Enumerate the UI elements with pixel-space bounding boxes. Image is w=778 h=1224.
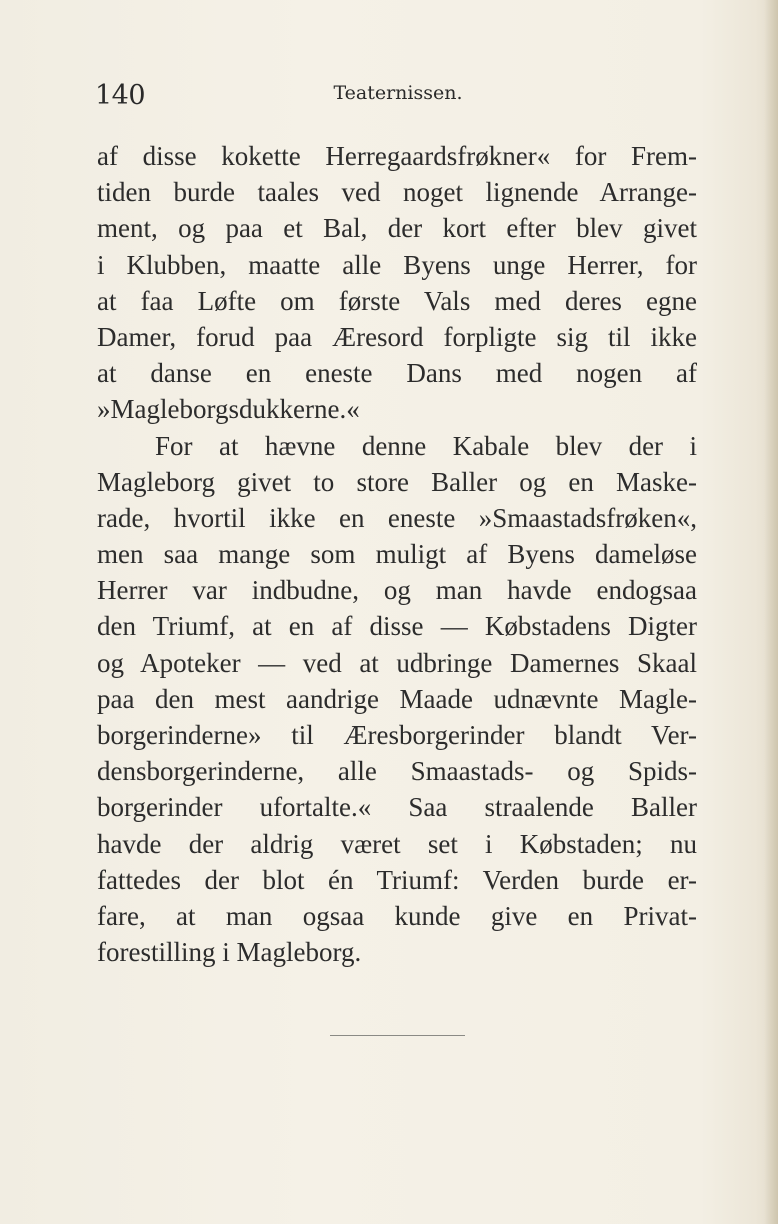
body-text	[97, 138, 697, 970]
section-end-rule	[330, 1035, 465, 1036]
text-line: Herrer var indbudne, og man havde endogsaa	[97, 575, 697, 606]
text-line: »Magleborgsdukkerne.«	[97, 394, 360, 425]
text-line: borgerinder ufortalte.« Saa straalende Baller	[97, 792, 697, 823]
text-line: Magleborg givet to store Baller og en Maske-	[97, 466, 697, 497]
text-line: forestilling i Magleborg.	[97, 937, 362, 968]
running-title: Teaternissen.	[333, 82, 463, 104]
text-line: For at hævne denne Kabale blev der i	[155, 430, 697, 461]
text-line: den Triumf, at en af disse — Købstadens Digter	[97, 611, 697, 642]
text-line: fare, at man ogsaa kunde give en Privat-	[97, 900, 697, 931]
text-line: ment, og paa et Bal, der kort efter blev givet	[97, 213, 697, 244]
text-line: i Klubben, maatte alle Byens unge Herrer, for	[97, 249, 697, 280]
text-line: havde der aldrig været set i Købstaden; nu	[97, 828, 697, 859]
text-line: at faa Løfte om første Vals med deres egne	[97, 285, 697, 316]
text-line: men saa mange som muligt af Byens dameløse	[97, 539, 697, 570]
text-line: rade, hvortil ikke en eneste »Smaastadsfrøken«,	[97, 502, 697, 533]
text-line: og Apoteker — ved at udbringe Damernes Skaal	[97, 647, 697, 678]
running-title-wrapper	[0, 82, 778, 104]
text-line: tiden burde taales ved noget lignende Arrange-	[97, 177, 697, 208]
text-line: borgerinderne» til Æresborgerinder blandt Ver-	[97, 720, 697, 750]
text-line: densborgerinderne, alle Smaastads- og Spids-	[97, 756, 697, 787]
text-line: paa den mest aandrige Maade udnævnte Magle-	[97, 683, 697, 714]
text-line: Damer, forud paa Æresord forpligte sig til ikke	[97, 321, 697, 352]
text-line: at danse en eneste Dans med nogen af	[97, 358, 697, 389]
text-line: af disse kokette Herregaardsfrøkner« for Frem-	[97, 141, 697, 171]
page-number: 140	[95, 80, 146, 111]
page-edge-shadow	[764, 0, 778, 1224]
text-line: fattedes der blot én Triumf: Verden burde er-	[97, 864, 697, 895]
